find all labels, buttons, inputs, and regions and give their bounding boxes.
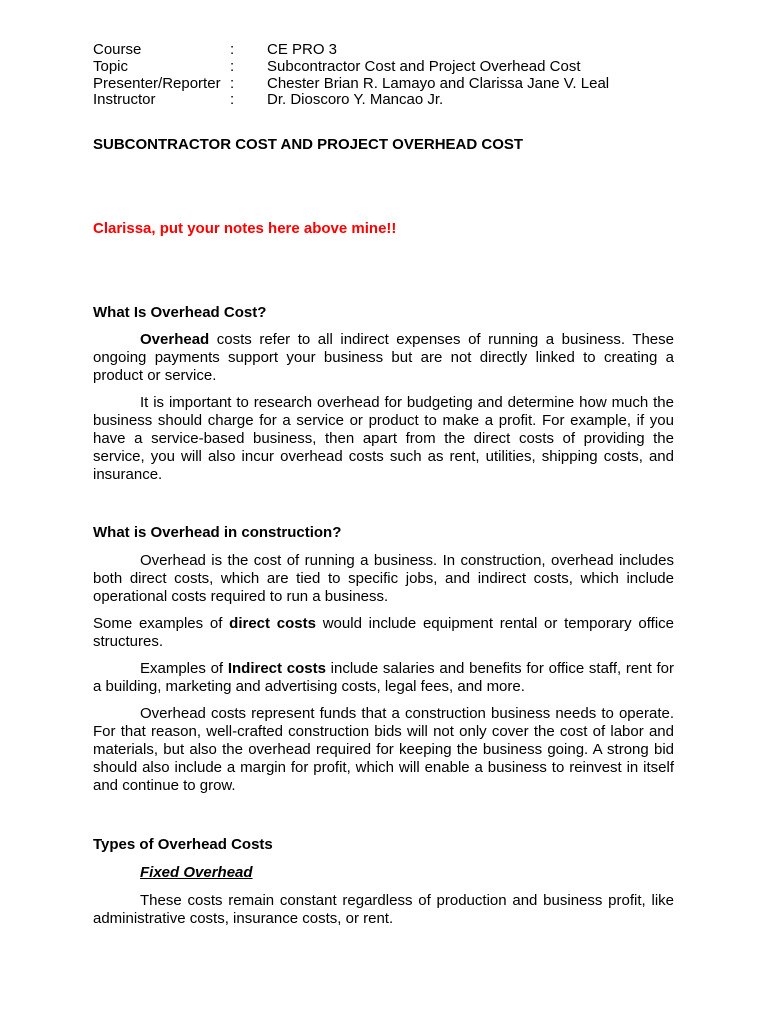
paragraph: These costs remain constant regardless of production and business profit, like administrative costs, insurance costs, or rent. [93, 892, 674, 927]
bold-term: Overhead [140, 331, 210, 348]
meta-key: Topic [93, 57, 129, 75]
meta-row-course [93, 42, 653, 59]
meta-colon: : [230, 91, 235, 109]
meta-key: Presenter/Reporter [93, 74, 221, 92]
meta-key: Instructor [93, 91, 156, 109]
paragraph: It is important to research overhead for budgeting and determine how much the business should charge for a service or product to make a profit. For example, if you have a service-based business, then apart from the direct costs of providing the service, you will also incur overhead costs such as rent, utilities, shipping costs, and insurance. [93, 394, 674, 483]
paragraph-text: Some examples of [93, 615, 230, 632]
section-types-body [93, 864, 674, 928]
bold-term: Indirect costs [227, 660, 326, 677]
paragraph [93, 660, 674, 696]
meta-colon: : [230, 57, 235, 75]
section-overhead-cost-body [93, 331, 674, 484]
paragraph-text: include salaries and benefits for office staff, rent for a building, marketing and advertising costs, legal fees, and more. [93, 660, 674, 695]
meta-value: Chester Brian R. Lamayo and Clarissa Jane V. Leal [267, 74, 610, 92]
meta-value: Subcontractor Cost and Project Overhead Cost [267, 57, 581, 75]
meta-value: CE PRO 3 [267, 41, 338, 58]
paragraph [93, 331, 674, 385]
document-title: SUBCONTRACTOR COST AND PROJECT OVERHEAD COST [93, 136, 524, 153]
section-construction-body [93, 552, 674, 795]
paragraph: Overhead costs represent funds that a construction business needs to operate. For that reason, well-crafted construction bids will not only cover the cost of labor and materials, but also the overhead required for keeping the business going. A strong bid should also include a margin for profit, which will enable a business to reinvest in itself and continue to grow. [93, 705, 674, 794]
meta-colon: : [230, 74, 235, 92]
subheading-fixed-overhead: Fixed Overhead [140, 864, 253, 881]
paragraph-text: Examples of [140, 660, 228, 677]
section-heading-construction: What is Overhead in construction? [93, 524, 342, 541]
paragraph-text: would include equipment rental or temporary office structures. [93, 615, 674, 650]
paragraph [93, 615, 674, 651]
meta-row-presenter [93, 76, 653, 93]
section-heading-types: Types of Overhead Costs [93, 836, 273, 853]
header-metadata [93, 42, 653, 109]
paragraph-text: costs refer to all indirect expenses of running a business. These ongoing payments support your business but are not directly linked to creating a product or service. [93, 331, 674, 384]
meta-row-instructor [93, 92, 653, 109]
section-heading-overhead-cost: What Is Overhead Cost? [93, 304, 267, 321]
bold-term: direct costs [229, 615, 316, 632]
meta-key: Course [93, 41, 142, 58]
meta-colon: : [230, 41, 235, 58]
meta-value: Dr. Dioscoro Y. Mancao Jr. [267, 91, 444, 109]
editor-note: Clarissa, put your notes here above mine!! [93, 220, 397, 237]
paragraph: Overhead is the cost of running a business. In construction, overhead includes both direct costs, which are tied to specific jobs, and indirect costs, which include operational costs required to run a business. [93, 552, 674, 605]
meta-row-topic [93, 59, 653, 76]
